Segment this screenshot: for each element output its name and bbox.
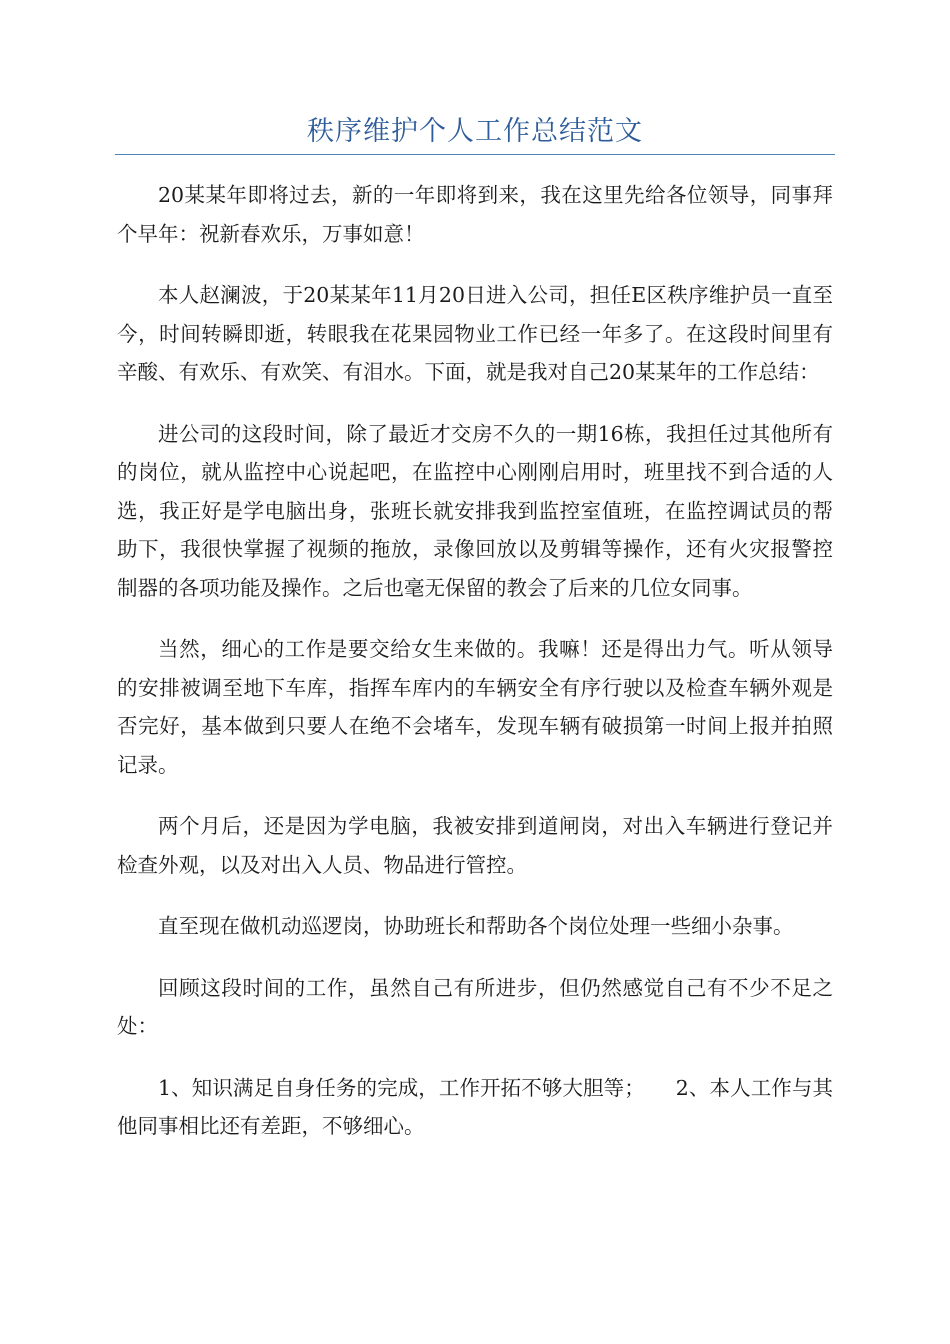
paragraph-patrol: 直至现在做机动巡逻岗，协助班长和帮助各个岗位处理一些细小杂事。 [158, 914, 794, 938]
paragraph-shortcomings: 1、知识满足自身任务的完成，工作开拓不够大胆等； 2、本人工作与其他同事相比还有差距，不够细心。 [117, 1075, 833, 1138]
page-title: 秩序维护个人工作总结范文 [307, 116, 643, 147]
title-underline [115, 154, 835, 155]
document-body [117, 176, 833, 1169]
paragraph-greeting: 20某某年即将过去，新的一年即将到来，我在这里先给各位领导，同事拜个早年：祝新春欢乐，万事如意！ [117, 183, 833, 246]
paragraph-review: 回顾这段时间的工作，虽然自己有所进步，但仍然感觉自己有不少不足之处： [117, 975, 833, 1038]
paragraph-barrier-gate: 两个月后，还是因为学电脑，我被安排到道闸岗，对出入车辆进行登记并检查外观，以及对出入人员、物品进行管控。 [117, 814, 833, 877]
paragraph-garage: 当然，细心的工作是要交给女生来做的。我嘛！还是得出力气。听从领导的安排被调至地下车库，指挥车库内的车辆安全有序行驶以及检查车辆外观是否完好，基本做到只要人在绝不会堵车，发现车辆有破损第一时间上报并拍照记录。 [117, 637, 833, 777]
paragraph-introduction: 本人赵澜波，于20某某年11月20日进入公司，担任E区秩序维护员一直至今，时间转瞬即逝，转眼我在花果园物业工作已经一年多了。在这段时间里有辛酸、有欢乐、有欢笑、有泪水。下面，就是我对自己20某某年的工作总结： [117, 283, 833, 384]
paragraph-monitoring-center: 进公司的这段时间，除了最近才交房不久的一期16栋，我担任过其他所有的岗位，就从监控中心说起吧，在监控中心刚刚启用时，班里找不到合适的人选，我正好是学电脑出身，张班长就安排我到监控室值班，在监控调试员的帮助下，我很快掌握了视频的拖放，录像回放以及剪辑等操作，还有火灾报警控制器的各项功能及操作。之后也毫无保留的教会了后来的几位女同事。 [117, 421, 833, 600]
